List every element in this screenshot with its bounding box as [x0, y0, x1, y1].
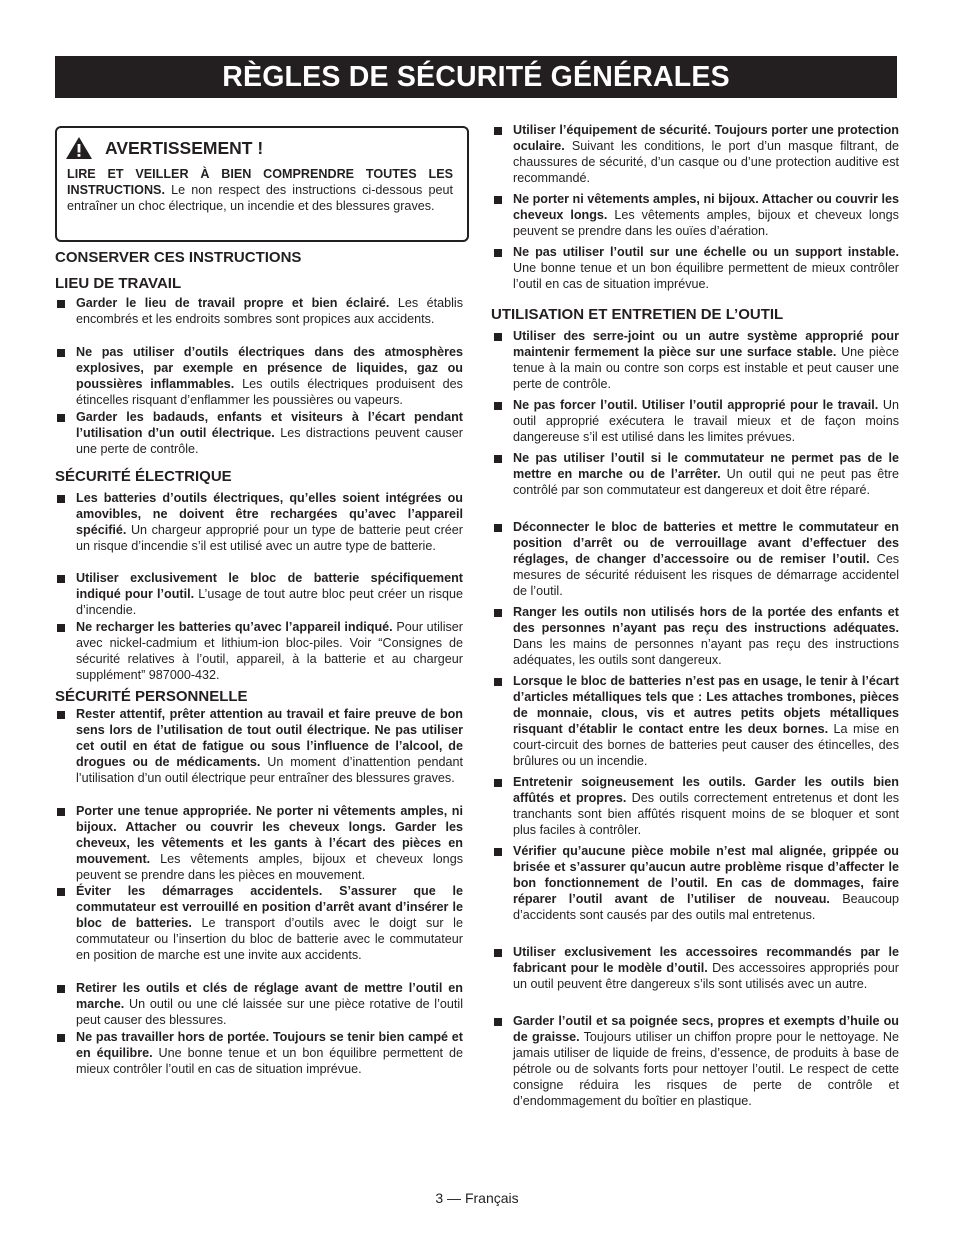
list-item [513, 605, 899, 669]
bullet-square-icon [494, 678, 502, 686]
list-item [513, 329, 899, 393]
list-item [76, 410, 463, 458]
item-bold: Utiliser exclusivement le bloc de batterie spécifiquement indiqué pour l’outil. [76, 571, 463, 601]
list-item [513, 1014, 899, 1109]
list-item [513, 520, 899, 600]
item-bold: Ne porter ni vêtements amples, ni bijoux. Attacher ou couvrir les cheveux longs. [513, 192, 899, 222]
bullet-square-icon [494, 779, 502, 787]
bullet-square-icon [57, 808, 65, 816]
list-item [513, 775, 899, 839]
list-item [513, 398, 899, 446]
item-text: Beaucoup d’accidents sont causés par des outils mal entretenus. [513, 891, 899, 922]
list-item [76, 884, 463, 964]
warning-title: AVERTISSEMENT ! [105, 137, 264, 158]
bullet-square-icon [494, 609, 502, 617]
item-text: L’usage de tout autre bloc peut créer un risque d’incendie. [76, 586, 464, 617]
item-bold: Ne pas utiliser l’outil sur une échelle ou un support instable. [513, 245, 899, 259]
item-bold: Porter une tenue appropriée. Ne porter ni vêtements amples, ni bijoux. Attacher ou couvrir les cheveux longs. Garder les cheveux, les vêtements et les gants à l’écart des pièces en mouvement. [76, 804, 463, 866]
warning-box [55, 126, 469, 242]
bullet-square-icon [57, 624, 65, 632]
bullet-square-icon [57, 495, 65, 503]
bullet-square-icon [57, 1034, 65, 1042]
item-bold: Entretenir soigneusement les outils. Garder les outils bien affûtés et propres. [513, 775, 899, 805]
list-item [513, 245, 899, 293]
list-item [76, 707, 463, 787]
bullet-square-icon [57, 414, 65, 422]
item-bold: Utiliser exclusivement les accessoires recommandés par le fabricant pour le modèle d’outil. [513, 945, 899, 975]
item-bold: Utiliser des serre-joint ou un autre système approprié pour maintenir fermement la pièce sur une surface stable. [513, 329, 899, 359]
item-bold: Garder le lieu de travail propre et bien éclairé. [76, 296, 390, 310]
item-text: La mise en court-circuit des bornes de batteries peut causer des étincelles, des brûlures ou un incendie. [513, 721, 899, 768]
item-bold: Ne pas utiliser d’outils électriques dans des atmosphères explosives, par exemple en présence de liquides, gaz ou poussières inflammables. [76, 345, 463, 391]
list-item [76, 571, 463, 619]
item-bold: Lorsque le bloc de batteries n’est pas en usage, le tenir à l’écart d’articles métalliques tels que : Les attaches trombones, pièces de monnaie, clous, vis et autres petits objets métalliques risquant d’établir le contact entre les deux bornes. [513, 674, 899, 736]
item-text: Les outils électriques produisent des étincelles risquant d’enflammer les poussières ou vapeurs. [76, 376, 463, 407]
item-text: Suivant les conditions, le port d’un masque filtrant, de chaussures de sécurité, d’un casque ou d’une protection auditive est recommandé. [513, 138, 899, 185]
item-bold: Ne pas travailler hors de portée. Toujours se tenir bien campé et en équilibre. [76, 1030, 463, 1060]
list-item [76, 296, 463, 328]
item-text: Les établis encombrés et les endroits sombres sont propices aux accidents. [76, 296, 463, 326]
item-text: Un chargeur approprié pour un type de batterie peut créer un risque d’incendie s’il est utilisé avec un autre type de batterie. [76, 522, 463, 553]
list-item [76, 345, 463, 409]
item-text: Dans les mains de personnes n’ayant pas reçu des instructions adéquates, les outils sont dangereux. [513, 636, 899, 667]
item-text: Un outil approprié exécutera le travail mieux et de façon moins dangereuse s’il est utilisé dans les limites prévues. [513, 398, 899, 444]
page-title: RÈGLES DE SÉCURITÉ GÉNÉRALES [55, 56, 897, 98]
item-text: Un outil qui ne peut pas être contrôlé par son commutateur est dangereux et doit être réparé. [513, 466, 899, 497]
list-item [513, 844, 899, 924]
item-bold: Garder les badauds, enfants et visiteurs à l’écart pendant l’utilisation d’un outil électrique. [76, 410, 463, 440]
list-item [76, 981, 463, 1029]
bullet-square-icon [57, 711, 65, 719]
item-bold: Ne pas utiliser l’outil si le commutateur ne permet pas de le mettre en marche ou de l’arrêter. [513, 451, 899, 481]
bullet-square-icon [494, 402, 502, 410]
use-care-heading: UTILISATION ET ENTRETIEN DE L’OUTIL [491, 306, 784, 323]
item-bold: Ne recharger les batteries qu’avec l’appareil indiqué. [76, 620, 393, 634]
item-bold: Retirer les outils et clés de réglage avant de mettre l’outil en marche. [76, 981, 463, 1011]
electrical-heading: SÉCURITÉ ÉLECTRIQUE [55, 468, 232, 485]
item-text: Ces mesures de sécurité réduisent les risques de démarrage accidentel de l’outil. [513, 551, 899, 598]
list-item [513, 123, 899, 187]
bullet-square-icon [494, 249, 502, 257]
item-text: Un outil ou une clé laissée sur une pièce rotative de l’outil peut causer des blessures. [76, 996, 463, 1027]
item-bold: Éviter les démarrages accidentels. S’assurer que le commutateur est verrouillé en position d’arrêt avant d’insérer le bloc de batteries. [76, 884, 463, 930]
item-text: Des outils correctement entretenus et dont les tranchants sont bien affûtés risquent moins de se bloquer et sont plus faciles à contrôler. [513, 790, 900, 837]
page-footer: 3 — Français [435, 1190, 519, 1206]
list-item [513, 945, 899, 993]
work-area-heading: LIEU DE TRAVAIL [55, 275, 182, 292]
list-item [513, 192, 899, 240]
item-text: Une bonne tenue et un bon équilibre permettent de mieux contrôler l’outil en cas de situation imprévue. [76, 1045, 463, 1076]
bullet-square-icon [57, 888, 65, 896]
item-bold: Rester attentif, prêter attention au travail et faire preuve de bon sens lors de l’utilisation de tout outil électrique. Ne pas utiliser cet outil en état de fatigue ou sous l’influence de l’alcool, de drogues ou de médicaments. [76, 707, 463, 769]
bullet-square-icon [57, 575, 65, 583]
item-bold: Déconnecter le bloc de batteries et mettre le commutateur en position d’arrêt ou de verrouillage avant d’effectuer des réglages, de changer d’accessoire ou de remiser l’outil. [513, 520, 899, 566]
keep-instructions-heading: CONSERVER CES INSTRUCTIONS [55, 249, 302, 266]
bullet-square-icon [57, 349, 65, 357]
item-text: Les vêtements amples, bijoux et cheveux longs peuvent se prendre dans les ouïes d’aération. [513, 207, 899, 238]
item-text: Les distractions peuvent causer une perte de contrôle. [76, 425, 463, 456]
list-item [513, 674, 899, 769]
warning-header [65, 136, 263, 160]
list-item [76, 804, 463, 884]
list-item [513, 451, 899, 499]
bullet-square-icon [494, 848, 502, 856]
item-text: Le transport d’outils avec le doigt sur le commutateur ou l’insertion du bloc de batterie avec le commutateur en position de marche est une invite aux accidents. [76, 915, 463, 962]
item-text: Toujours utiliser un chiffon propre pour le nettoyage. Ne jamais utiliser de liquide de freins, d’essence, de produits à base de pétrole ou de solvants forts pour nettoyer l’outil. Le respect de cette consigne réduira les risques de perte de contrôle et d’endommagement du boîtier en plastique. [513, 1029, 899, 1108]
personal-heading: SÉCURITÉ PERSONNELLE [55, 688, 248, 705]
bullet-square-icon [494, 455, 502, 463]
bullet-square-icon [494, 949, 502, 957]
bullet-square-icon [494, 524, 502, 532]
list-item [76, 491, 463, 555]
item-text: Pour utiliser avec nickel-cadmium et lithium-ion bloc-piles. Voir “Consignes de sécurité relatives à l’outil, appareil, à la batterie et au chargeur supplément” 987000-432. [76, 620, 463, 682]
item-bold: Vérifier qu’aucune pièce mobile n’est mal alignée, grippée ou brisée et s’assurer qu’aucun autre problème risque d’affecter le bon fonctionnement de l’outil. En cas de dommages, faire réparer l’outil avant de l’utiliser de nouveau. [513, 844, 899, 906]
bullet-square-icon [57, 300, 65, 308]
item-bold: Les batteries d’outils électriques, qu’elles soient intégrées ou amovibles, ne doivent être rechargées qu’avec l’appareil spécifié. [76, 491, 463, 537]
bullet-square-icon [494, 1018, 502, 1026]
item-bold: Garder l’outil et sa poignée secs, propres et exempts d’huile ou de graisse. [513, 1014, 899, 1044]
bullet-square-icon [494, 127, 502, 135]
item-text: Une bonne tenue et un bon équilibre permettent de mieux contrôler l’outil en cas de situation imprévue. [513, 260, 899, 291]
warning-lead: LIRE ET VEILLER À BIEN COMPRENDRE TOUTES LES INSTRUCTIONS. [67, 167, 453, 197]
warning-triangle-icon [65, 136, 93, 160]
item-text: Des accessoires appropriés pour un outil peuvent être dangereux s’ils sont utilisés avec un autre. [513, 960, 899, 991]
list-item [76, 1030, 463, 1078]
warning-text [67, 167, 453, 214]
bullet-square-icon [494, 196, 502, 204]
item-text: Les vêtements amples, bijoux et cheveux longs peuvent se prendre dans les pièces en mouvement. [76, 851, 463, 882]
item-text: Un moment d’inattention pendant l’utilisation d’un outil électrique peur entraîner des blessures graves. [76, 754, 463, 785]
bullet-square-icon [494, 333, 502, 341]
list-item [76, 620, 463, 684]
item-bold: Utiliser l’équipement de sécurité. Toujours porter une protection oculaire. [513, 123, 899, 153]
item-bold: Ne pas forcer l’outil. Utiliser l’outil approprié pour le travail. [513, 398, 879, 412]
item-text: Une pièce tenue à la main ou contre son corps est instable et peut causer une perte de contrôle. [513, 344, 899, 391]
bullet-square-icon [57, 985, 65, 993]
item-bold: Ranger les outils non utilisés hors de la portée des enfants et des personnes n’ayant pas reçu des instructions adéquates. [513, 605, 899, 635]
warning-body: Le non respect des instructions ci-dessous peut entraîner un choc électrique, un incendie et des blessures graves. [67, 182, 453, 213]
